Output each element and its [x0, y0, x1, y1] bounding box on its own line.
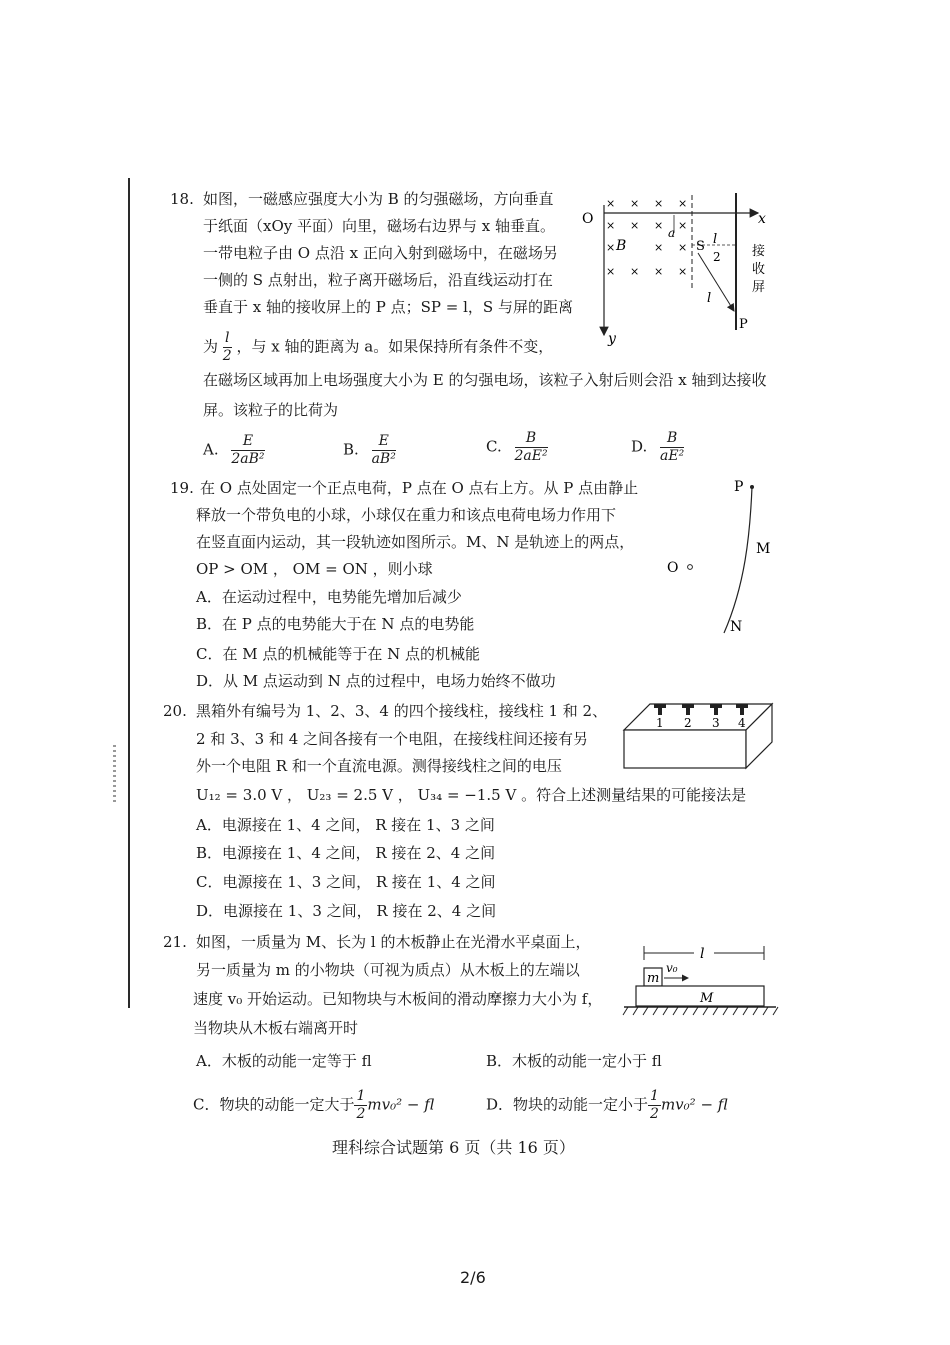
- q19-point-p: [750, 485, 754, 489]
- q19-o-label: O: [667, 560, 679, 576]
- q18-line-8: 屏。该粒子的比荷为: [203, 401, 339, 419]
- q18-cross: ×: [654, 197, 664, 210]
- q18-origin-label: O: [582, 211, 594, 227]
- q18-frac-den: 2: [222, 348, 232, 364]
- q18-p-label: P: [739, 317, 748, 332]
- q18-cross: ×: [606, 241, 616, 254]
- scan-artifact: [113, 745, 116, 805]
- q18-option-d-den: aE²: [660, 448, 685, 464]
- q18-screen-char-1: 接: [752, 244, 766, 259]
- q18-y-label: y: [608, 331, 616, 347]
- q19-option-a: A．在运动过程中，电势能先增加后减少: [196, 588, 462, 606]
- q21-option-c-text: C．物块的动能一定大于: [193, 1095, 355, 1114]
- q21-option-c: [193, 1088, 434, 1123]
- q20-line-4: U₁₂ = 3.0 V ， U₂₃ = 2.5 V ， U₃₄ = −1.5 V 。符合上述测量结果的可能接法是: [196, 786, 747, 804]
- page-indicator: 2/6: [460, 1268, 486, 1287]
- q18-option-b-frac: [372, 433, 396, 468]
- q18-line-2: 于纸面（xOy 平面）向里，磁场右边界与 x 轴垂直。: [203, 217, 555, 235]
- q18-two-label: 2: [713, 250, 721, 264]
- binding-margin-line: [128, 178, 130, 1008]
- q18-cross: ×: [678, 219, 688, 232]
- q18-line-4: 一侧的 S 点射出，粒子离开磁场后，沿直线运动打在: [203, 271, 553, 289]
- q18-cross: ×: [654, 265, 664, 278]
- q21-option-c-frac: [354, 1088, 367, 1123]
- q20-terminal-4-label: 4: [738, 716, 746, 730]
- q21-line-4: 当物块从木板右端离开时: [193, 1019, 359, 1037]
- q21-option-d-text: D．物块的动能一定小于: [486, 1095, 649, 1114]
- q18-option-c: [486, 430, 548, 465]
- q20-terminal-3-label: 3: [712, 716, 720, 730]
- q21-v0-label: v₀: [666, 961, 678, 975]
- q21-option-a: A．木板的动能一定等于 fl: [196, 1052, 372, 1070]
- q20-terminal-1-label: 1: [656, 716, 664, 730]
- q18-s-label: S: [696, 239, 705, 254]
- q19-option-b: B．在 P 点的电势能大于在 N 点的电势能: [196, 615, 475, 633]
- q18-frac-num: l: [223, 330, 232, 348]
- q21-option-c-frac-num: 1: [356, 1088, 366, 1104]
- q21-option-c-frac-den: 2: [356, 1106, 366, 1122]
- q18-option-d-frac: [660, 430, 684, 465]
- q18-screen-char-3: 屏: [752, 280, 766, 295]
- q18-option-d-num: B: [660, 430, 684, 448]
- q18-line-5: 垂直于 x 轴的接收屏上的 P 点；SP = l，S 与屏的距离: [203, 298, 573, 316]
- q21-board-block-figure: [620, 940, 780, 1020]
- q20-black-box-figure: [620, 696, 780, 774]
- q20-option-c: C．电源接在 1、3 之间， R 接在 1、4 之间: [196, 873, 496, 891]
- q18-a-label: a: [668, 226, 676, 240]
- q18-option-d-label: D.: [631, 437, 648, 456]
- q18-cross: ×: [606, 265, 616, 278]
- q19-line-1: 在 O 点处固定一个正点电荷，P 点在 O 点右上方。从 P 点由静止: [200, 479, 639, 497]
- q18-option-b-label: B.: [343, 440, 359, 459]
- q21-option-d-frac-num: 1: [650, 1088, 659, 1104]
- q18-option-b: [343, 433, 396, 468]
- q19-option-d: D．从 M 点运动到 N 点的过程中，电场力始终不做功: [196, 672, 556, 690]
- q19-n-label: N: [730, 619, 743, 635]
- q19-m-label: M: [756, 541, 771, 557]
- q18-option-a-label: A.: [203, 440, 219, 459]
- q18-line-7: 在磁场区域再加上电场强度大小为 E 的匀强电场，该粒子入射后则会沿 x 轴到达接收: [203, 371, 767, 389]
- q18-option-c-frac: [515, 430, 548, 465]
- q21-option-c-expr: mv₀² − fl: [367, 1095, 435, 1114]
- q20-line-2: 2 和 3、3 和 4 之间各接有一个电阻，在接线柱间还接有另: [196, 730, 589, 748]
- page-footer: 理科综合试题第 6 页（共 16 页）: [332, 1138, 575, 1157]
- q21-line-1: 如图，一质量为 M、长为 l 的木板静止在光滑水平桌面上，: [196, 933, 591, 951]
- q18-cross: ×: [654, 241, 664, 254]
- q20-option-b: B．电源接在 1、4 之间， R 接在 2、4 之间: [196, 844, 496, 862]
- q21-l-label: l: [700, 946, 705, 962]
- q20-box-front: [624, 730, 746, 768]
- q21-option-d: [486, 1088, 728, 1123]
- q20-line-3: 外一个电阻 R 和一个直流电源。测得接线柱之间的电压: [196, 757, 562, 775]
- q18-field-label: B: [616, 238, 627, 254]
- q19-line-3: 在竖直面内运动，其一段轨迹如图所示。M、N 是轨迹上的两点，: [196, 533, 635, 551]
- q18-magnetic-field-figure: [580, 185, 775, 350]
- q18-line-3: 一带电粒子由 O 点沿 x 正向入射到磁场中，在磁场另: [203, 244, 558, 262]
- q18-line-6-post: ，与 x 轴的距离为 a。如果保持所有条件不变，: [236, 337, 554, 356]
- q21-line-2: 另一质量为 m 的小物块（可视为质点）从木板上的左端以: [196, 961, 580, 979]
- q21-line-3: 速度 v₀ 开始运动。已知物块与木板间的滑动摩擦力大小为 f，: [193, 990, 603, 1008]
- q19-number: 19.: [170, 479, 194, 497]
- q18-cross: ×: [678, 265, 688, 278]
- q18-cross: ×: [606, 219, 616, 232]
- q18-screen-char-2: 收: [752, 262, 766, 277]
- q20-number: 20.: [163, 702, 187, 720]
- q18-l-mid-label: l: [707, 291, 712, 306]
- q18-option-c-label: C.: [486, 437, 502, 456]
- q18-frac-l-over-2: [223, 330, 232, 365]
- q18-option-a: [203, 433, 265, 468]
- q18-cross: ×: [606, 197, 616, 210]
- q18-line-6-pre: 为: [203, 337, 219, 356]
- q21-option-d-expr: mv₀² − fl: [660, 1095, 728, 1114]
- q19-trajectory-figure: [660, 475, 780, 640]
- q21-M-label: M: [700, 991, 714, 1006]
- q18-option-c-den: 2aE²: [514, 448, 548, 464]
- q18-line-1: 如图，一磁感应强度大小为 B 的匀强磁场，方向垂直: [203, 190, 554, 208]
- q18-number: 18.: [170, 190, 194, 208]
- q18-cross: ×: [678, 241, 688, 254]
- q18-cross: ×: [630, 265, 640, 278]
- q18-cross: ×: [630, 219, 640, 232]
- q20-option-d: D．电源接在 1、3 之间， R 接在 2、4 之间: [196, 902, 497, 920]
- q18-option-b-num: E: [372, 433, 396, 451]
- q19-line-2: 释放一个带负电的小球，小球仅在重力和该点电荷电场力作用下: [196, 506, 617, 524]
- q18-option-b-den: aB²: [371, 451, 396, 467]
- q19-p-label: P: [734, 479, 744, 495]
- q19-line-4: OP > OM ， OM = ON ，则小球: [196, 560, 433, 578]
- q18-cross: ×: [678, 197, 688, 210]
- q20-option-a: A．电源接在 1、4 之间， R 接在 1、3 之间: [196, 816, 495, 834]
- q18-option-a-frac: [231, 433, 264, 468]
- q19-trajectory-curve: [724, 487, 752, 633]
- q21-option-b: B．木板的动能一定小于 fl: [486, 1052, 662, 1070]
- q20-terminal-2-label: 2: [684, 716, 692, 730]
- q18-cross: ×: [654, 219, 664, 232]
- q18-line-6: [203, 330, 553, 365]
- q18-option-c-num: B: [515, 430, 548, 448]
- q21-m-label: m: [647, 971, 660, 986]
- q21-table-hatching: [623, 1007, 778, 1015]
- q18-option-a-den: 2aB²: [231, 451, 265, 467]
- q18-option-a-num: E: [231, 433, 264, 451]
- q21-option-d-frac: [648, 1088, 661, 1123]
- q18-x-label: x: [758, 211, 766, 227]
- q19-point-o: [688, 565, 693, 570]
- q19-option-c: C．在 M 点的机械能等于在 N 点的机械能: [196, 645, 481, 663]
- q18-l-top-label: l: [713, 232, 718, 247]
- q21-option-d-frac-den: 2: [650, 1106, 659, 1122]
- q18-cross: ×: [630, 197, 640, 210]
- q21-number: 21.: [163, 933, 187, 951]
- q18-option-d: [631, 430, 684, 465]
- q20-line-1: 黑箱外有编号为 1、2、3、4 的四个接线柱，接线柱 1 和 2、: [196, 702, 608, 720]
